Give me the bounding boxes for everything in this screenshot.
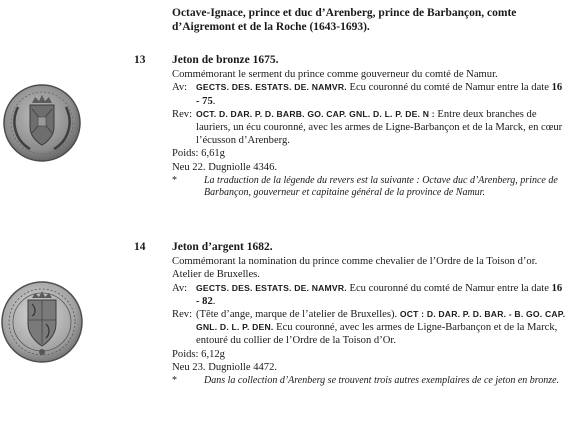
obverse-text: Ecu couronné du comté de Namur entre la date [346, 82, 552, 94]
entry-description: Commémorant la nomination du prince comme chevalier de l’Ordre de la Toison d’or. [172, 256, 538, 268]
obverse-date: 16 - 82 [196, 282, 563, 307]
entry-number: 14 [134, 241, 146, 253]
section-header: Octave-Ignace, prince et duc d’Arenberg, prince de Barbançon, comte d’Aigremont et de la Roche (1643-1693). [172, 7, 517, 33]
reverse-text: Ecu couronné, avec les armes de Ligne-Barbançon et de la Marck, entouré du collier de l’Ordre de la Toison d’Or. [196, 322, 558, 347]
reverse-description [172, 108, 567, 148]
entry-title: Jeton de bronze 1675. [172, 54, 279, 66]
catalog-entry [172, 241, 567, 387]
footnote-text: La traduction de la légende du revers est la suivante : Octave duc d’Arenberg, prince de Barbançon, gouverneur et capitaine général de la province de Namur. [204, 174, 558, 199]
obverse-label: Av: [172, 282, 188, 294]
silver-jeton-coin-image [0, 280, 84, 364]
footnote [172, 175, 567, 200]
obverse-legend: GECTS. DES. ESTATS. DE. NAMVR. [196, 82, 347, 93]
obverse-description: Av: GECTS. DES. ESTATS. DE. NAMVR. Ecu couronné du comté de Namur entre la date 16 - 75. [172, 82, 563, 107]
obverse-label: Av: [172, 82, 188, 94]
obverse-date: 16 - 75 [196, 82, 563, 107]
reverse-legend: OCT. D. DAR. P. D. BARB. GO. CAP. GNL. D. L. P. DE. N : [196, 108, 435, 119]
obverse-description: Av: GECTS. DES. ESTATS. DE. NAMVR. Ecu couronné du comté de Namur entre la date 16 - 82. [172, 282, 563, 307]
entry-number: 13 [134, 54, 146, 66]
entry-workshop: Atelier de Bruxelles. [172, 269, 260, 281]
coin-weight: Poids: 6,12g [172, 348, 225, 360]
entry-title: Jeton d’argent 1682. [172, 241, 273, 253]
footnote-marker: * [172, 174, 177, 186]
footnote [172, 375, 567, 387]
bronze-jeton-coin-image [2, 83, 82, 163]
catalog-reference: Neu 22. Dugniolle 4346. [172, 161, 278, 173]
reverse-label: Rev: [172, 309, 193, 321]
reverse-description [172, 308, 567, 348]
catalog-entry [172, 54, 567, 200]
coin-weight: Poids: 6,61g [172, 148, 225, 160]
obverse-text: Ecu couronné du comté de Namur entre la date [346, 282, 552, 294]
footnote-marker: * [172, 375, 177, 387]
entry-description: Commémorant le serment du prince comme gouverneur du comté de Namur. [172, 69, 498, 81]
reverse-label: Rev: [172, 108, 193, 120]
footnote-text: Dans la collection d’Arenberg se trouvent trois autres exemplaires de ce jeton en bronze. [204, 375, 560, 387]
reverse-mintmark: (Tête d’ange, marque de l’atelier de Bruxelles). [196, 309, 400, 321]
obverse-legend: GECTS. DES. ESTATS. DE. NAMVR. [196, 282, 347, 293]
catalog-reference: Neu 23. Dugniolle 4472. [172, 361, 278, 373]
reverse-legend: OCT : D. DAR. P. D. BAR. - B. GO. CAP. GNL. D. L. P. DEN. [196, 309, 566, 333]
reverse-text: Entre deux branches de lauriers, un écu couronné, avec les armes de Ligne-Barbançon et de la Marck, en cœur l’écusson d’Arenberg. [196, 108, 563, 147]
